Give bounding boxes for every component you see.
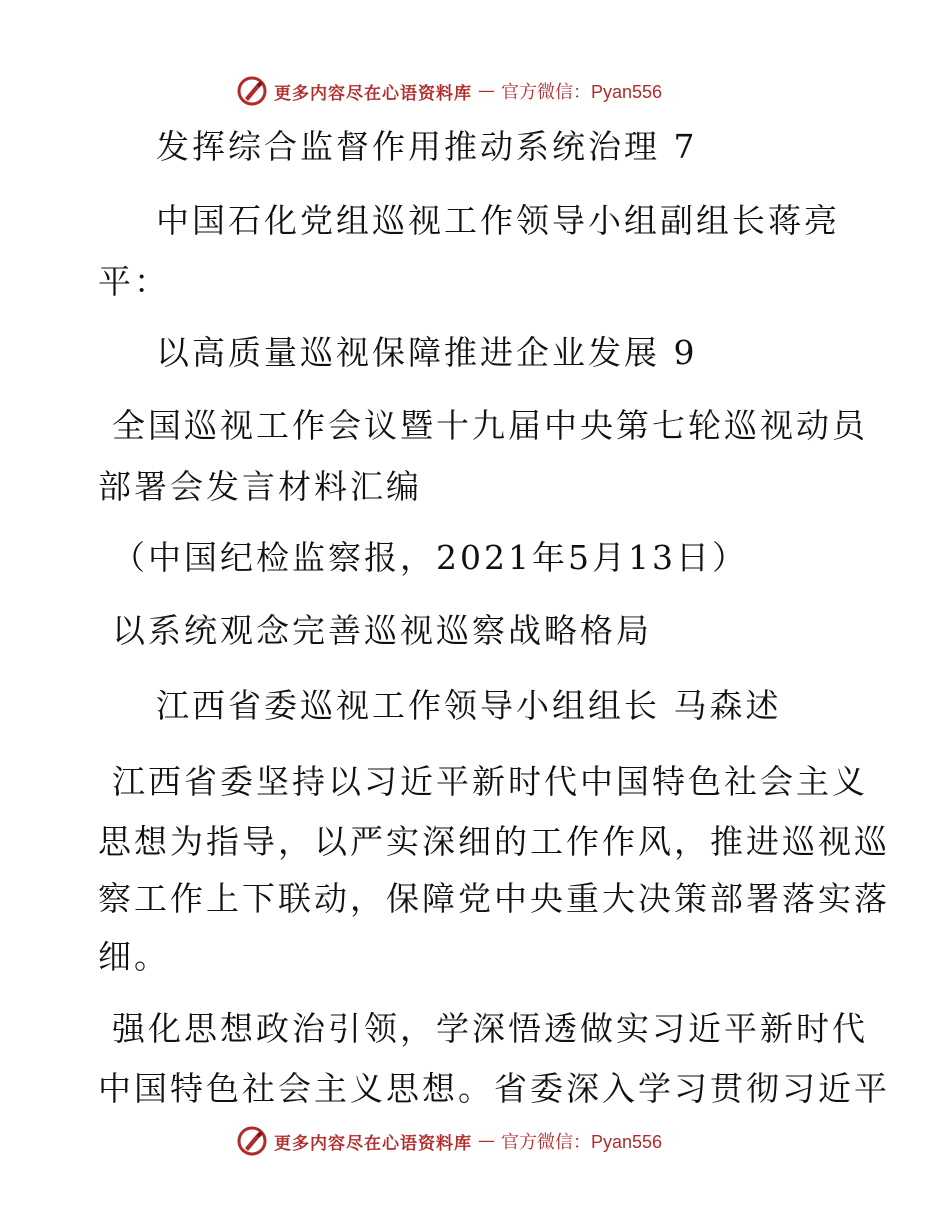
text-line: 中国石化党组巡视工作领导小组副组长蒋亮 (156, 201, 840, 240)
watermark-separator: — (478, 81, 495, 101)
footer-watermark (236, 1124, 662, 1158)
text-line: 思想为指导，以严实深细的工作作风，推进巡视巡 (98, 822, 890, 861)
pen-logo-icon (236, 75, 268, 107)
text-line: 中国特色社会主义思想。省委深入学习贯彻习近平 (98, 1069, 890, 1108)
text-line: 强化思想政治引领，学深悟透做实习近平新时代 (112, 1009, 868, 1048)
text-line: 察工作上下联动，保障党中央重大决策部署落实落 (98, 879, 890, 918)
text-line: 全国巡视工作会议暨十九届中央第七轮巡视动员 (112, 406, 868, 445)
text-line: 部署会发言材料汇编 (98, 467, 422, 506)
text-line: 江西省委巡视工作领导小组组长 马森述 (156, 686, 782, 725)
watermark-separator: — (478, 1131, 495, 1151)
text-line: 平： (98, 262, 170, 301)
text-line: 细。 (98, 937, 170, 976)
text-line: （中国纪检监察报，2021年5月13日） (112, 538, 748, 577)
text-line: 江西省委坚持以习近平新时代中国特色社会主义 (112, 762, 868, 801)
watermark-contact: 官方微信：Pyan556 (501, 1132, 663, 1152)
text-line: 发挥综合监督作用推动系统治理 7 (156, 127, 698, 166)
header-watermark (236, 74, 662, 108)
text-line: 以高质量巡视保障推进企业发展 9 (156, 333, 698, 372)
text-line: 以系统观念完善巡视巡察战略格局 (112, 611, 652, 650)
watermark-text: 更多内容尽在心语资料库 (274, 83, 472, 104)
pen-logo-icon (236, 1125, 268, 1157)
watermark-text: 更多内容尽在心语资料库 (274, 1133, 472, 1154)
watermark-contact: 官方微信：Pyan556 (501, 82, 663, 102)
